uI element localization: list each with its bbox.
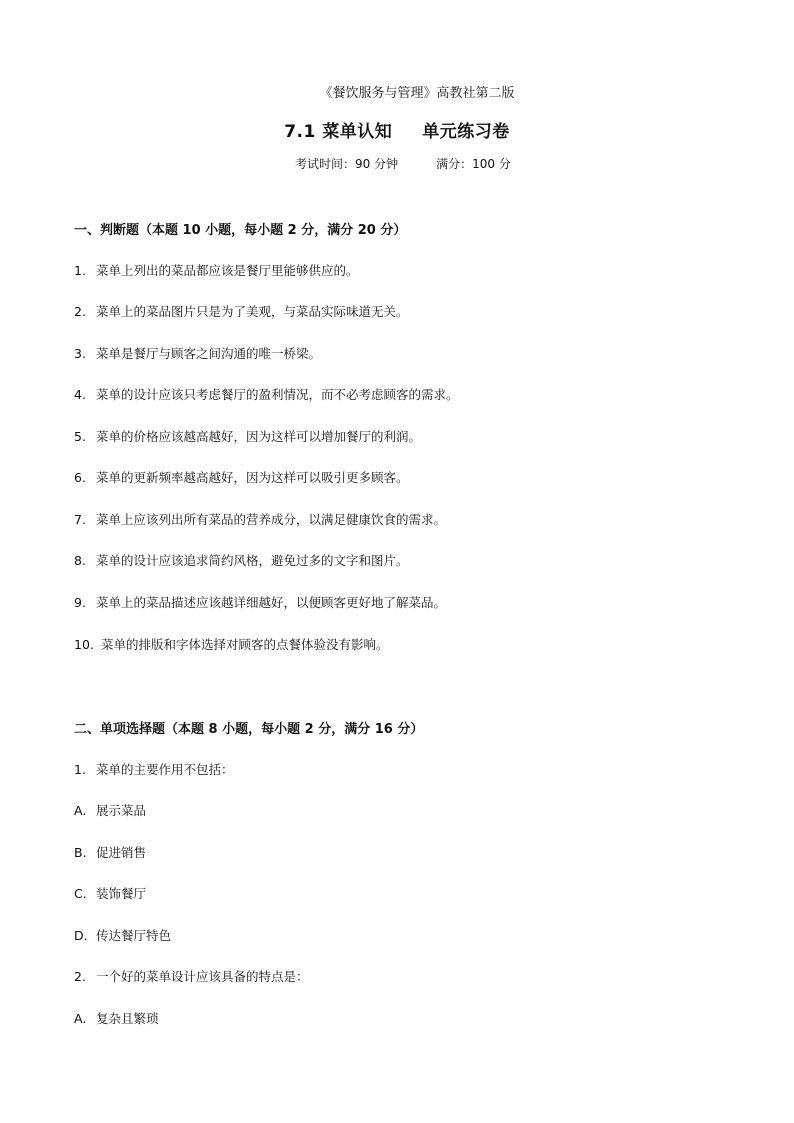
item-number: 10. <box>74 637 94 652</box>
option-letter: B. <box>74 845 87 860</box>
item-number: 6. <box>74 470 86 485</box>
item-number: 1. <box>74 263 86 278</box>
item-text: 菜单是餐厅与顾客之间沟通的唯一桥梁。 <box>96 346 322 361</box>
list-item <box>74 427 421 445</box>
item-number: 8. <box>74 553 86 568</box>
list-item <box>74 468 409 486</box>
option-letter: D. <box>74 928 88 943</box>
item-text: 菜单的设计应该追求简约风格，避免过多的文字和图片。 <box>96 553 409 568</box>
list-item <box>74 344 321 362</box>
answer-option <box>74 1009 159 1027</box>
list-item <box>74 593 446 611</box>
item-text: 菜单上列出的菜品都应该是餐厅里能够供应的。 <box>96 263 359 278</box>
option-letter: A. <box>74 1011 87 1026</box>
item-text: 菜单上应该列出所有菜品的营养成分，以满足健康饮食的需求。 <box>96 512 447 527</box>
item-number: 2. <box>74 969 86 984</box>
item-text: 菜单的设计应该只考虑餐厅的盈利情况，而不必考虑顾客的需求。 <box>96 387 459 402</box>
item-number: 7. <box>74 512 86 527</box>
item-text: 菜单上的菜品描述应该越详细越好，以便顾客更好地了解菜品。 <box>96 595 447 610</box>
answer-option <box>74 801 146 819</box>
item-text: 一个好的菜单设计应该具备的特点是： <box>96 969 309 984</box>
list-item <box>74 302 409 320</box>
item-number: 1. <box>74 762 86 777</box>
list-item <box>74 261 359 279</box>
item-text: 菜单的排版和字体选择对顾客的点餐体验没有影响。 <box>101 637 389 652</box>
exam-meta <box>295 155 511 172</box>
item-number: 2. <box>74 304 86 319</box>
title-paper: 单元练习卷 <box>422 122 510 142</box>
item-number: 4. <box>74 387 86 402</box>
section-heading-true-false: 一、判断题（本题 10 小题，每小题 2 分，满分 20 分） <box>74 223 407 238</box>
option-letter: A. <box>74 803 87 818</box>
option-text: 展示菜品 <box>96 803 147 818</box>
item-text: 菜单的更新频率越高越好，因为这样可以吸引更多顾客。 <box>96 470 409 485</box>
option-letter: C. <box>74 886 87 901</box>
item-text: 菜单上的菜品图片只是为了美观，与菜品实际味道无关。 <box>96 304 409 319</box>
list-item <box>74 510 446 528</box>
item-text: 菜单的主要作用不包括： <box>96 762 234 777</box>
item-number: 9. <box>74 595 86 610</box>
item-text: 菜单的价格应该越高越好，因为这样可以增加餐厅的利润。 <box>96 429 422 444</box>
option-text: 促进销售 <box>96 845 147 860</box>
answer-option <box>74 884 146 902</box>
item-number: 5. <box>74 429 86 444</box>
full-score: 满分：100 分 <box>436 157 511 171</box>
option-text: 装饰餐厅 <box>96 886 147 901</box>
item-number: 3. <box>74 346 86 361</box>
question-stem <box>74 967 309 985</box>
answer-option <box>74 843 146 861</box>
option-text: 复杂且繁琐 <box>96 1011 159 1026</box>
list-item <box>74 635 389 653</box>
section-heading-multiple-choice: 二、单项选择题（本题 8 小题，每小题 2 分，满分 16 分） <box>74 722 424 737</box>
title-chapter: 7.1 菜单认知 <box>284 122 393 142</box>
list-item <box>74 551 409 569</box>
exam-time: 考试时间：90 分钟 <box>295 157 399 171</box>
list-item <box>74 385 459 403</box>
answer-option <box>74 926 171 944</box>
page-title <box>0 117 794 142</box>
question-stem <box>74 760 234 778</box>
textbook-subtitle: 《餐饮服务与管理》高教社第二版 <box>319 86 515 101</box>
option-text: 传达餐厅特色 <box>96 928 172 943</box>
